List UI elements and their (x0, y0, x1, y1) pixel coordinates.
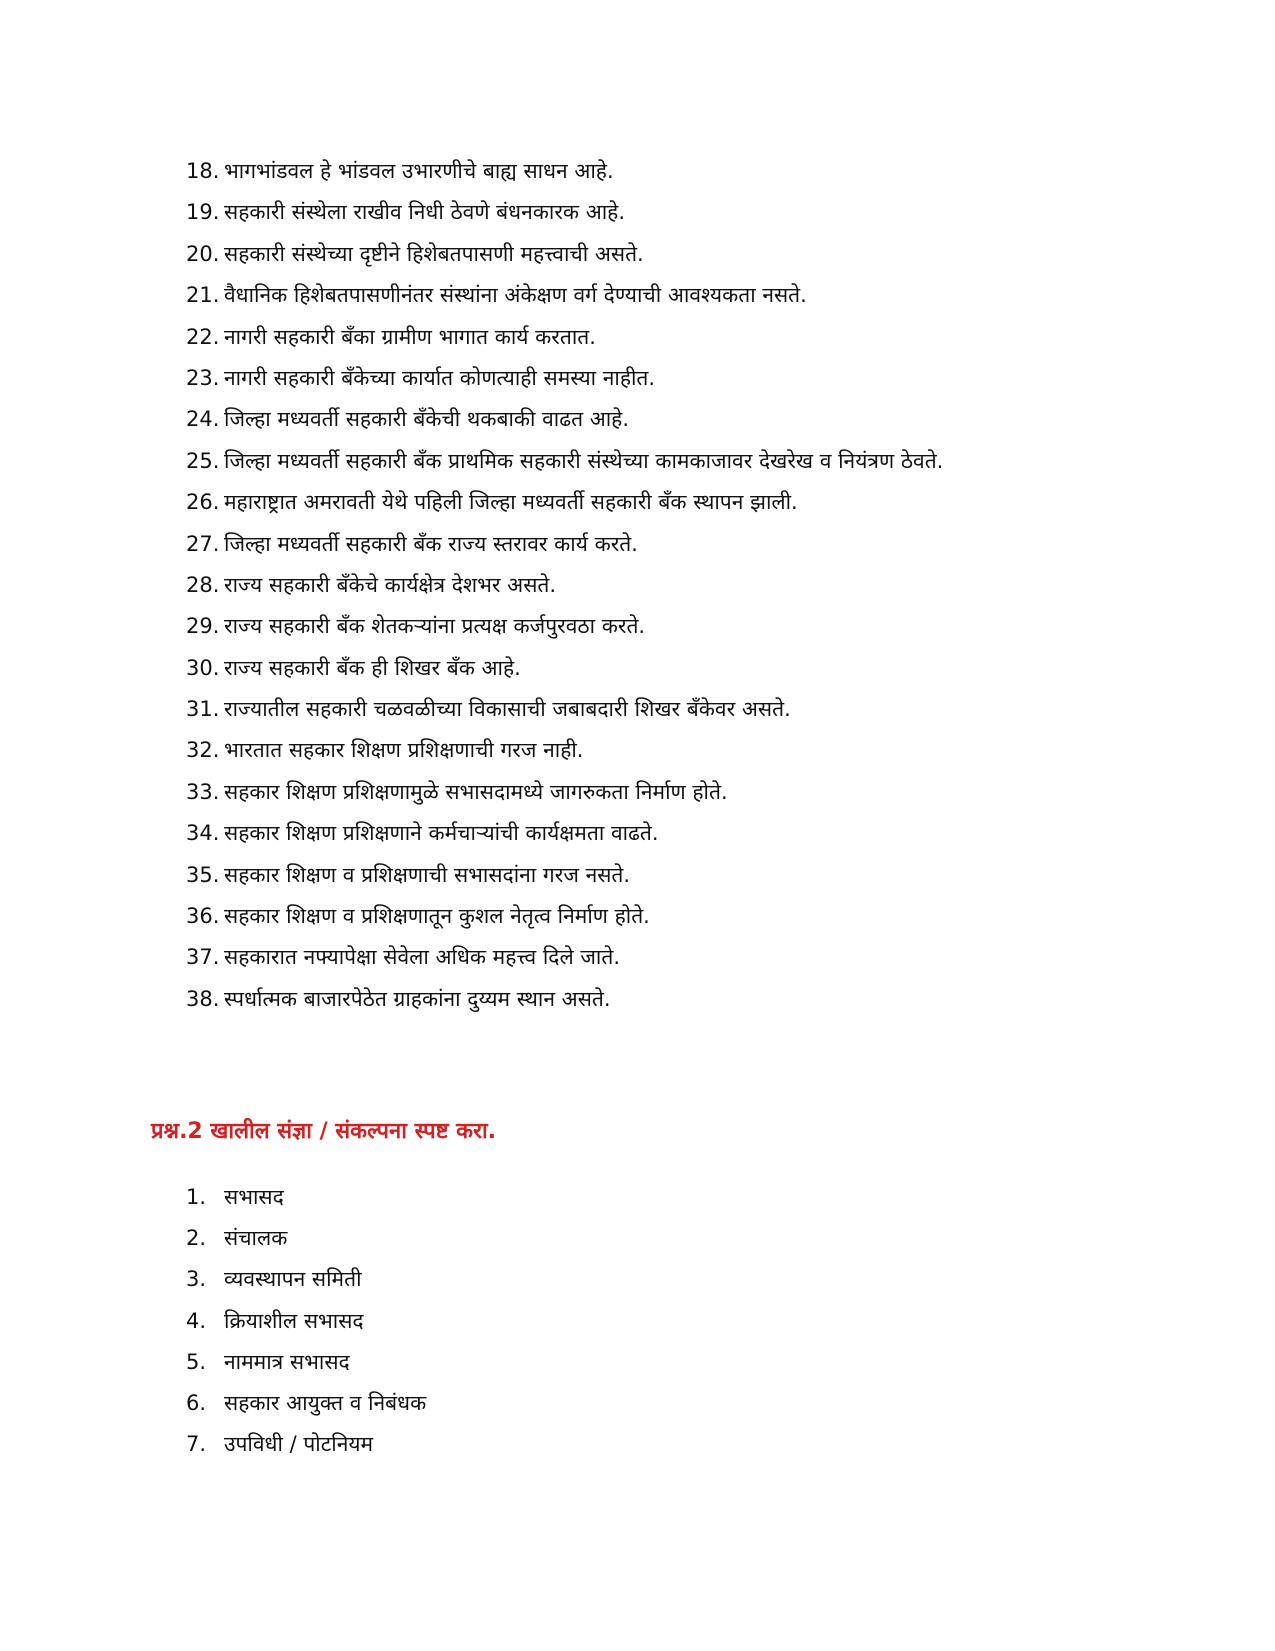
item-number: 27. (186, 531, 220, 556)
item-text: सभासद (224, 1185, 284, 1209)
item-number: 1. (186, 1185, 207, 1209)
item-number: 3. (186, 1267, 207, 1292)
concepts-list (186, 1177, 426, 1465)
list-item (186, 482, 943, 523)
item-number: 19. (186, 200, 220, 225)
item-text: वैधानिक हिशेबतपासणीनंतर संस्थांना अंकेक्षण वर्ग देण्याची आवश्यकता नसते. (224, 283, 807, 308)
list-item (186, 317, 943, 358)
list-item (186, 730, 943, 771)
item-number: 33. (186, 779, 220, 804)
item-text: सहकार शिक्षण व प्रशिक्षणातून कुशल नेतृत्व निर्माण होते. (224, 904, 650, 929)
list-item (186, 896, 943, 937)
list-item (186, 1177, 426, 1218)
list-item (186, 565, 943, 606)
item-text: सहकारी संस्थेला राखीव निधी ठेवणे बंधनकारक आहे. (224, 200, 625, 225)
item-number: 5. (186, 1349, 207, 1374)
item-text: जिल्हा मध्यवर्ती सहकारी बँक राज्य स्तरावर कार्य करते. (224, 531, 638, 556)
item-number: 32. (186, 738, 220, 763)
question-2-heading: प्रश्न.2 खालील संज्ञा / संकल्पना स्पष्ट करा. (151, 1119, 497, 1144)
list-item (186, 648, 943, 689)
item-number: 18. (186, 159, 220, 183)
item-number: 34. (186, 821, 220, 846)
item-number: 4. (186, 1308, 207, 1333)
item-number: 7. (186, 1432, 207, 1457)
item-text: राज्य सहकारी बँक शेतकऱ्यांना प्रत्यक्ष कर्जपुरवठा करते. (224, 614, 646, 639)
list-item (186, 1424, 426, 1465)
item-text: जिल्हा मध्यवर्ती सहकारी बँक प्राथमिक सहकारी संस्थेच्या कामकाजावर देखरेख व नियंत्रण ठेवते. (224, 448, 944, 473)
item-text: सहकार शिक्षण व प्रशिक्षणाची सभासदांना गरज नसते. (224, 862, 631, 887)
item-text: भागभांडवल हे भांडवल उभारणीचे बाह्य साधन आहे. (224, 159, 614, 183)
item-text: राज्य सहकारी बँक ही शिखर बँक आहे. (224, 655, 521, 680)
item-text: संचालक (224, 1226, 288, 1251)
item-text: सहकार आयुक्त व निबंधक (224, 1390, 427, 1415)
list-item (186, 151, 943, 192)
item-number: 29. (186, 614, 220, 639)
item-number: 26. (186, 490, 220, 515)
item-text: राज्य सहकारी बँकेचे कार्यक्षेत्र देशभर असते. (224, 572, 557, 597)
item-number: 22. (186, 324, 220, 349)
item-number: 23. (186, 365, 220, 390)
list-item (186, 1342, 426, 1383)
item-text: भारतात सहकार शिक्षण प्रशिक्षणाची गरज नाही. (224, 738, 584, 763)
item-text: उपविधी / पोटनियम (224, 1432, 374, 1457)
item-number: 37. (186, 945, 220, 970)
item-text: नाममात्र सभासद (224, 1349, 350, 1374)
list-item (186, 937, 943, 978)
item-text: सहकारात नफ्यापेक्षा सेवेला अधिक महत्त्व दिले जाते. (224, 945, 621, 970)
item-number: 25. (186, 448, 220, 473)
item-text: क्रियाशील सभासद (224, 1308, 364, 1333)
item-number: 38. (186, 986, 220, 1011)
item-number: 24. (186, 407, 220, 432)
item-text: सहकार शिक्षण प्रशिक्षणामुळे सभासदामध्ये जागरुकता निर्माण होते. (224, 779, 728, 804)
list-item (186, 689, 943, 730)
list-item (186, 1383, 426, 1424)
list-item (186, 772, 943, 813)
list-item (186, 1259, 426, 1300)
list-item (186, 1218, 426, 1259)
list-item (186, 234, 943, 275)
item-text: सहकार शिक्षण प्रशिक्षणाने कर्मचाऱ्यांची कार्यक्षमता वाढते. (224, 821, 659, 846)
item-text: महाराष्ट्रात अमरावती येथे पहिली जिल्हा मध्यवर्ती सहकारी बँक स्थापन झाली. (224, 490, 798, 515)
list-item (186, 358, 943, 399)
item-text: जिल्हा मध्यवर्ती सहकारी बँकेची थकबाकी वाढत आहे. (224, 407, 630, 432)
item-number: 6. (186, 1390, 207, 1415)
item-text: राज्यातील सहकारी चळवळीच्या विकासाची जबाबदारी शिखर बँकेवर असते. (224, 697, 791, 722)
list-item (186, 524, 943, 565)
list-item (186, 399, 943, 440)
list-item (186, 606, 943, 647)
list-item (186, 275, 943, 316)
item-text: नागरी सहकारी बँकेच्या कार्यात कोणत्याही समस्या नाहीत. (224, 365, 656, 390)
item-number: 36. (186, 904, 220, 929)
item-number: 20. (186, 241, 220, 266)
item-text: स्पर्धात्मक बाजारपेठेत ग्राहकांना दुय्यम स्थान असते. (224, 986, 611, 1011)
item-text: नागरी सहकारी बँका ग्रामीण भागात कार्य करतात. (224, 324, 596, 349)
list-item (186, 1301, 426, 1342)
item-number: 30. (186, 655, 220, 680)
item-number: 28. (186, 572, 220, 597)
list-item (186, 979, 943, 1020)
list-item (186, 855, 943, 896)
list-item (186, 441, 943, 482)
item-number: 2. (186, 1226, 207, 1251)
item-number: 35. (186, 862, 220, 887)
list-item (186, 192, 943, 233)
item-text: व्यवस्थापन समिती (224, 1267, 362, 1292)
list-item (186, 813, 943, 854)
item-text: सहकारी संस्थेच्या दृष्टीने हिशेबतपासणी महत्त्वाची असते. (224, 241, 644, 266)
item-number: 31. (186, 697, 220, 722)
item-number: 21. (186, 283, 220, 308)
true-false-list (186, 151, 943, 1020)
